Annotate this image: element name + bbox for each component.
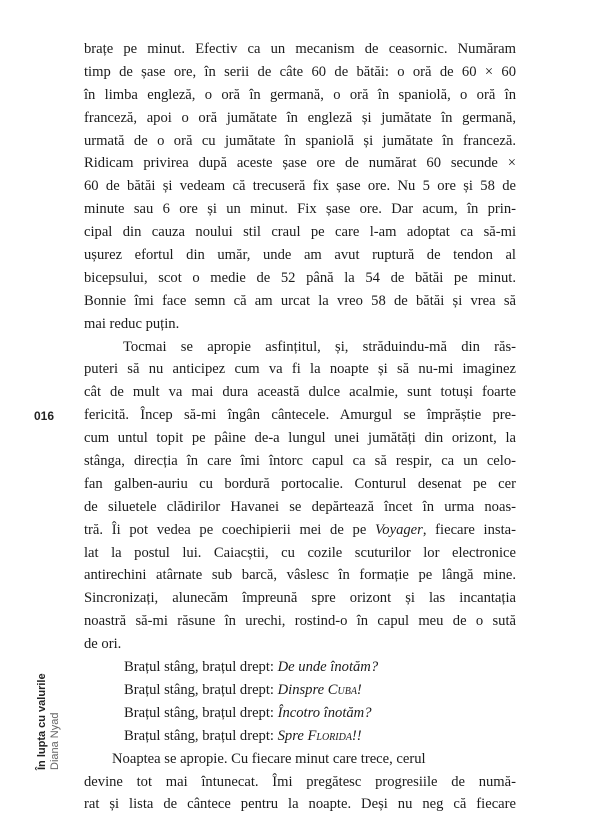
text-line: în limba engleză, o oră în germană, o oră în spaniolă, o oră în xyxy=(84,86,516,103)
text-line: Sincronizați, alunecăm împreună spre orizont și las incantația xyxy=(84,590,516,607)
text-line: lat la postul lui. Caiacștii, cu cozile scuturilor lor electronice xyxy=(84,544,516,561)
text-line: bicepsului, scot o medie de 52 până la 54 de bătăi pe minut. xyxy=(84,269,516,286)
text-line: tră. Îi pot vedea pe coechipierii mei de pe Voyager, fiecare insta- xyxy=(84,521,516,538)
paragraph-start-line: Noaptea se apropie. Cu fiecare minut care trece, cerul xyxy=(112,750,426,767)
text-line: timp de șase ore, în serii de câte 60 de bătăi: o oră de 60 × 60 xyxy=(84,63,516,80)
place-name: Cuba! xyxy=(327,681,362,698)
text-line: mai reduc puțin. xyxy=(84,315,180,332)
text-line: urmată de o oră cu jumătate în spaniolă și jumătate în franceză. xyxy=(84,132,516,149)
body-text xyxy=(84,38,516,816)
author-name: Diana Nyad xyxy=(49,712,61,770)
book-title: În lupta cu valurile xyxy=(36,673,48,770)
text-line: ușurez efortul din umăr, unde am avut ruptură de tendon al xyxy=(84,247,516,264)
text-line: devine tot mai întunecat. Îmi pregătesc progresiile de numă- xyxy=(84,773,516,790)
text-line: brațe pe minut. Efectiv ca un mecanism de ceasornic. Număram xyxy=(84,41,516,57)
chant-line: Brațul stâng, brațul drept: Spre Florida!! xyxy=(124,727,362,744)
text-line: de siluetele clădirilor Havanei se depărtează încet în urma noas- xyxy=(84,498,516,515)
text-line: 60 de bătăi și vedeam că trecuseră fix șase ore. Nu 5 ore și 58 de xyxy=(84,178,516,195)
text-line: cipal din cauza noului stil craul pe care l-am adoptat ca să-mi xyxy=(84,224,516,241)
text-line: stânga, direcția în care îmi întorc capul ca să respir, ca un celo- xyxy=(84,453,516,470)
text-line: Bonnie îmi face semn că am urcat la vreo 58 de bătăi și vrea să xyxy=(84,292,516,309)
chant-line: Brațul stâng, brațul drept: De unde înotăm? xyxy=(124,659,379,676)
chant-line: Brațul stâng, brațul drept: Dinspre Cuba! xyxy=(124,681,362,698)
paragraph-start-line: Tocmai se apropie asfințitul, și, străduindu-mă din răs- xyxy=(123,338,516,355)
place-name: Florida!! xyxy=(307,727,362,744)
text-line: cum untul topit pe pâine de-a lungul unei jumătăți din orizont, la xyxy=(84,430,516,447)
text-line: minute sau 6 ore și un minut. Fix șase ore. Dar acum, în prin- xyxy=(84,201,516,218)
text-line: franceză, apoi o oră jumătate în engleză și jumătate în germană, xyxy=(84,109,516,126)
ship-name: Voyager xyxy=(375,521,423,538)
text-line: cât de mult va mai dura această dulce acalmie, sunt totuși foarte xyxy=(84,384,516,401)
text-line: fericită. Încep să-mi îngân cântecele. Amurgul se împrăștie pre- xyxy=(84,407,516,424)
running-head xyxy=(36,673,62,770)
text-line: rat și lista de cântece pentru la noapte. Deși nu neg că fiecare xyxy=(84,796,516,813)
text-line: fan galben-auriu cu bordură portocalie. Conturul desenat pe cer xyxy=(84,475,516,492)
text-line: antirechini atârnate sub barcă, vâslesc în formație pe lângă mine. xyxy=(84,567,516,584)
text-line: Ridicam privirea după aceste șase ore de numărat 60 secunde × xyxy=(84,155,516,172)
chant-line: Brațul stâng, brațul drept: Încotro înotăm? xyxy=(124,704,372,721)
text-line: de ori. xyxy=(84,636,122,653)
text-line: noastră să-mi răsune în urechi, rostind-o în capul meu de o sută xyxy=(84,613,516,630)
text-line: puteri să nu anticipez cum va fi la noapte și să nu-mi imaginez xyxy=(84,361,516,378)
page-number: 016 xyxy=(34,409,55,423)
